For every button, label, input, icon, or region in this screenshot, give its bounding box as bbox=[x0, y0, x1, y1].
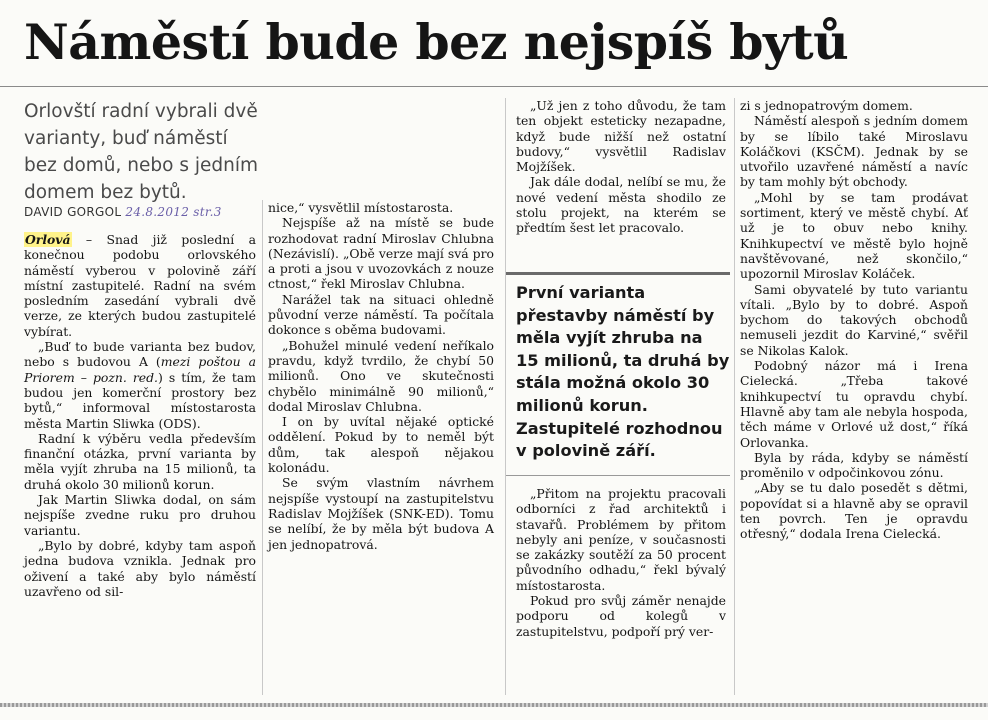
article-column-1 bbox=[24, 232, 256, 599]
paragraph: Narážel tak na situaci ohledně původní verze náměstí. Ta počítala dokonce s oběma budovami. bbox=[268, 291, 494, 338]
author: DAVID GORGOL bbox=[24, 205, 122, 219]
pull-quote: První varianta přestavby náměstí by měla vyjít zhruba na 15 milionů, ta druhá by stála možná okolo 30 milionů korun. Zastupitelé rozhodnou v polovině září. bbox=[516, 283, 730, 461]
paragraph: Nejspíše až na místě se bude rozhodovat radní Miroslav Chlubna (Nezávislí). „Obě verze mají svá pro a proti a jsou v uvozovkách z nouze ctnost,“ řekl Miroslav Chlubna. bbox=[268, 215, 494, 292]
paragraph: „Bylo by dobré, kdyby tam aspoň jedna budova vznikla. Jednak pro oživení a také aby bylo náměstí uzavřeno od sil- bbox=[24, 537, 256, 599]
paragraph: zi s jednopatrovým domem. bbox=[740, 98, 913, 113]
paragraph: „Aby se tu dalo posedět s dětmi, popovídat si a hlavně aby se opravil ten povrch. Ten je opravdu otřesný,“ dodala Irena Cielecká. bbox=[740, 480, 968, 542]
paragraph-text: ) s tím, že tam budou jen komerční prostory bez bytů,“ informoval místostarosta města Martin Sliwka (ODS). bbox=[24, 369, 256, 431]
article-column-3-bottom bbox=[516, 486, 726, 639]
paragraph-text: „Buď to bude varianta bez budov, nebo s budovou A ( bbox=[24, 339, 256, 370]
top-rule bbox=[0, 86, 988, 87]
handwritten-note: 24.8.2012 str.3 bbox=[125, 205, 222, 219]
paragraph: Jak Martin Sliwka dodal, on sám nejspíše zvedne ruku pro druhou variantu. bbox=[24, 492, 256, 538]
paragraph: Sami obyvatelé by tuto variantu vítali. „Bylo by to dobré. Aspoň bychom do takových obchodů nemuseli jezdit do Karviné,“ svěřil se Nikolas Kalok. bbox=[740, 281, 968, 358]
dateline-location: Orlová bbox=[25, 232, 71, 247]
paragraph: Radní k výběru vedla především finanční otázka, první varianta by měla vyjít zhruba na 15 milionů, ta druhá okolo 30 milionů korun. bbox=[24, 430, 256, 492]
paragraph: I on by uvítal nějaké optické oddělení. Pokud by to neměl být dům, tak alespoň nějakou kolonádu. bbox=[268, 414, 494, 476]
bottom-rule bbox=[0, 703, 988, 707]
column-divider bbox=[262, 200, 263, 695]
column-divider bbox=[734, 98, 735, 695]
paragraph: „Bohužel minulé vedení neříkalo pravdu, když tvrdilo, že chybí 50 milionů. Ono ve skutečnosti chybělo minimálně 90 milionů,“ dodal Miroslav Chlubna. bbox=[268, 337, 494, 414]
paragraph: „Už jen z toho důvodu, že tam ten objekt esteticky nezapadne, když bude nižší než ostatní budovy,“ vysvětlil Radislav Mojžíšek. bbox=[516, 98, 726, 175]
paragraph bbox=[24, 232, 256, 339]
byline bbox=[24, 205, 264, 219]
paragraph bbox=[24, 339, 256, 431]
article-column-2 bbox=[268, 200, 494, 552]
paragraph: Pokud pro svůj záměr nenajde podporu od kolegů v zastupitelstvu, podpoří prý ver- bbox=[516, 593, 726, 639]
paragraph-text: – Snad již poslední a konečnou podobu orlovského náměstí vyberou v polovině září místní zastupitelé. Radní na svém posledním zasedání vybrali dvě verze, ze kterých budou zastupitelé vybírat. bbox=[24, 232, 256, 339]
headline: Náměstí bude bez nejspíš bytů bbox=[24, 13, 849, 71]
article-column-3-top bbox=[516, 98, 726, 236]
paragraph: Jak dále dodal, nelíbí se mu, že nové vedení města shodilo ze stolu projekt, na kterém se předtím šest let pracovalo. bbox=[516, 174, 726, 236]
paragraph: „Mohl by se tam prodávat sortiment, který ve městě chybí. Ať už je to obuv nebo knihy. Knihkupectví ve městě bylo hojně navštěvované, než skončilo,“ upozornil Miroslav Koláček. bbox=[740, 189, 968, 282]
editor-note: mezi poštou a Priorem – pozn. red. bbox=[24, 354, 257, 385]
subtitle: Orlovští radní vybrali dvě varianty, buď náměstí bez domů, nebo s jedním domem bez bytů. bbox=[24, 101, 259, 203]
paragraph: Náměstí alespoň s jedním domem by se líbilo také Miroslavu Koláčkovi (KSČM). Jednak by se utvořilo uzavřené náměstí a navíc by tam mohly být obchody. bbox=[740, 113, 968, 190]
paragraph: nice,“ vysvětlil místostarosta. bbox=[268, 200, 454, 215]
article-column-4 bbox=[740, 98, 968, 542]
paragraph: „Přitom na projektu pracovali odborníci z řad architektů i stavařů. Problémem by přitom nebyly ani peníze, v současnosti se zakázky soutěží za 50 procent původního odhadu,“ řekl bývalý místostarosta. bbox=[516, 486, 726, 593]
paragraph: Byla by ráda, kdyby se náměstí proměnilo v odpočinkovou zónu. bbox=[740, 449, 968, 481]
paragraph: Podobný názor má i Irena Cielecká. „Třeba takové knihkupectví tu opravdu chybí. Hlavně aby tam ale nebyla hospoda, těch máme v Orlové už dost,“ říká Orlovanka. bbox=[740, 358, 968, 450]
paragraph: Se svým vlastním návrhem nejspíše vystoupí na zastupitelstvu Radislav Mojžíšek (SNK-ED). Tomu se nelíbí, že by měla být budova A jen jednopatrová. bbox=[268, 475, 494, 552]
